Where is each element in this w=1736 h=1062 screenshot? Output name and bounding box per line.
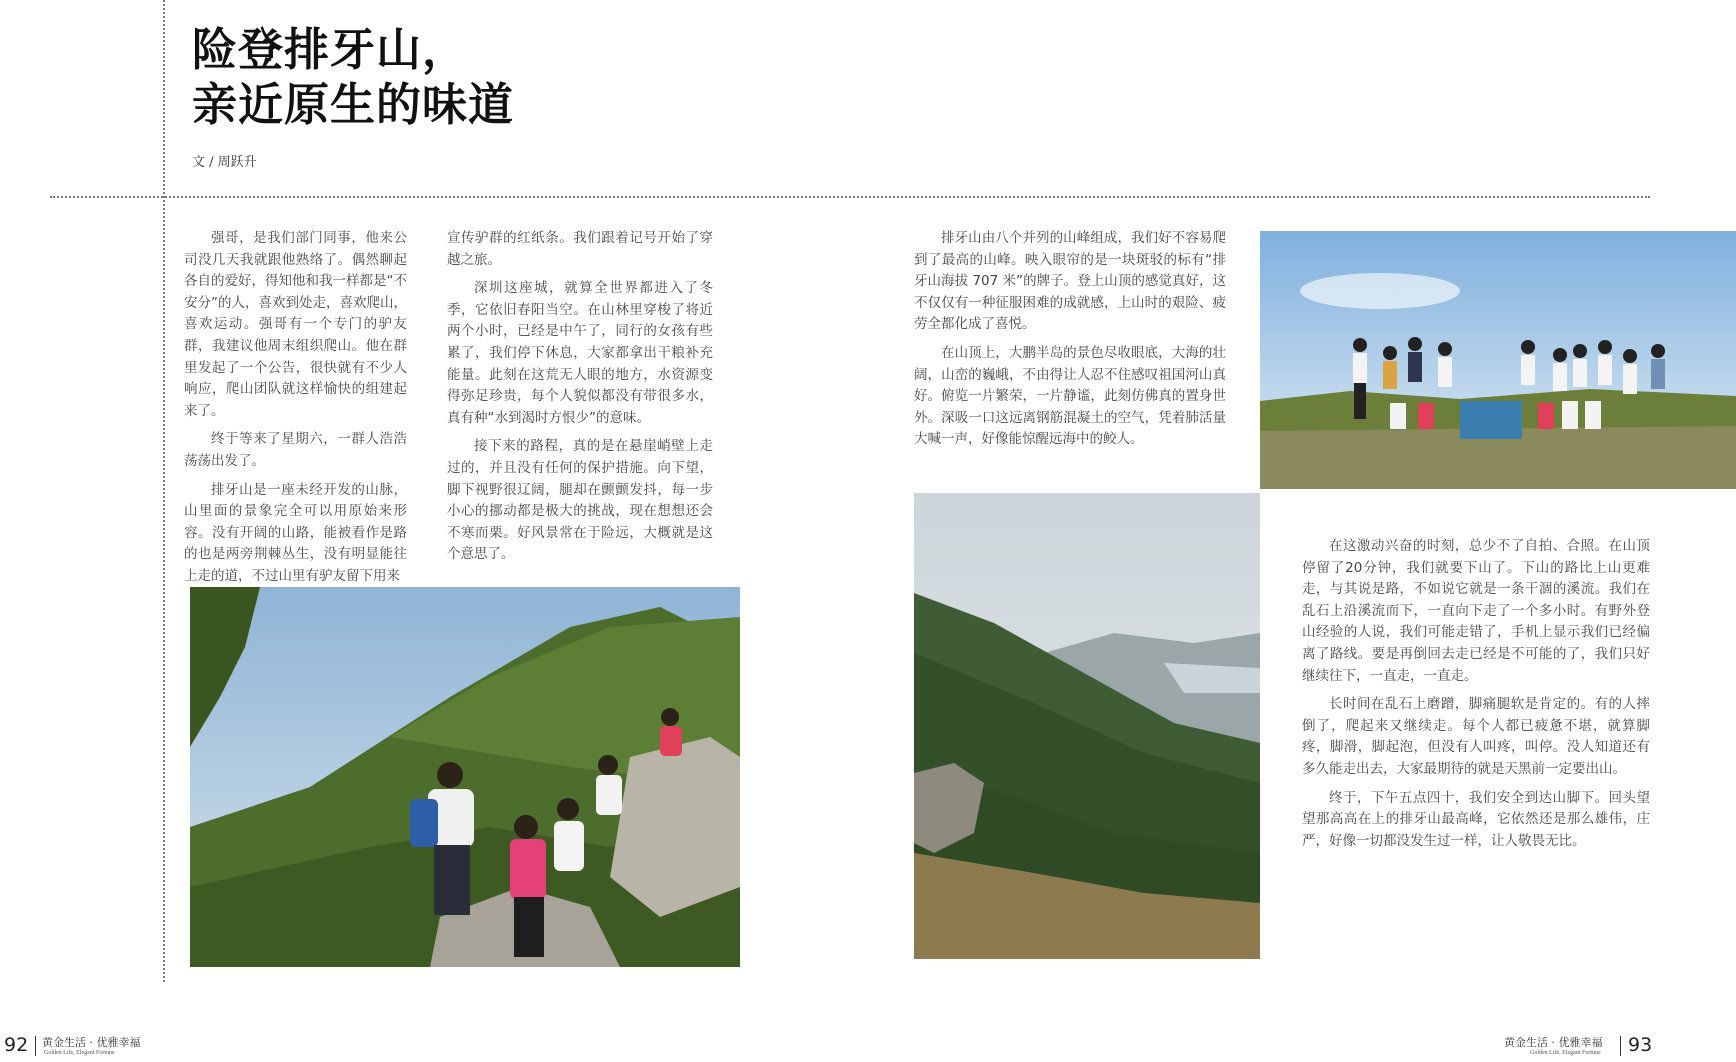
text-column-4 (1302, 536, 1650, 859)
mountain-valley-photo (914, 493, 1260, 959)
paragraph: 终于，下午五点四十，我们安全到达山脚下。回头望望那高高在上的排牙山最高峰，它依然还是那么雄伟，庄严，好像一切都没发生过一样，让人敬畏无比。 (1302, 789, 1650, 849)
title-line-1: 险登排牙山， (192, 23, 469, 76)
byline: 文 / 周跃升 (192, 155, 257, 170)
footer-separator-left (35, 1036, 36, 1056)
page-number-right: 93 (1628, 1034, 1653, 1056)
paragraph: 强哥，是我们部门同事，他来公司没几天我就跟他熟络了。偶然聊起各自的爱好，得知他和我一样都是“不安分”的人，喜欢到处走，喜欢爬山，喜欢运动。强哥有一个专门的驴友群，我建议他周末组织爬山。他在群里发起了一个公告，很快就有不少人响应，爬山团队就这样愉快的组建起来了。 (184, 230, 407, 419)
brand-tagline-en-right: Golden Life, Elegant Fortune (1530, 1050, 1601, 1056)
page-number-left: 92 (4, 1034, 29, 1056)
footer-separator-right (1620, 1036, 1621, 1056)
horizontal-dotted-rule (50, 196, 1650, 198)
summit-group-photo (1260, 231, 1736, 489)
text-column-3 (914, 228, 1226, 458)
brand-tagline-en-left: Golden Life, Elegant Fortune (44, 1050, 115, 1056)
paragraph: 终于等来了星期六，一群人浩浩荡荡出发了。 (184, 431, 407, 469)
paragraph: 接下来的路程，真的是在悬崖峭壁上走过的，并且没有任何的保护措施。向下望，脚下视野很辽阔，腿却在颤颤发抖，每一步小心的挪动都是极大的挑战，现在想想还会不寒而栗。好风景常在于险远，大概就是这个意思了。 (447, 438, 713, 563)
title-line-2: 亲近原生的味道 (192, 78, 515, 131)
brand-tagline-left: 黄金生活 · 优雅幸福 (42, 1036, 141, 1049)
cliff-group-photo (190, 587, 740, 967)
vertical-dotted-rule (163, 0, 165, 982)
text-column-2 (447, 228, 713, 573)
paragraph: 在这激动兴奋的时刻，总少不了自拍、合照。在山顶停留了20分钟，我们就要下山了。下山的路比上山更难走，与其说是路，不如说它就是一条干涸的溪流。我们在乱石上沿溪流而下，一直向下走了一个多小时。有野外登山经验的人说，我们可能走错了，手机上显示我们已经偏离了路线。要是再倒回去走已经是不可能的了，我们只好继续往下，一直走，一直走。 (1302, 538, 1650, 684)
text-column-1 (184, 228, 407, 595)
paragraph: 排牙山是一座未经开发的山脉，山里面的景象完全可以用原始来形容。没有开阔的山路，能被看作是路的也是两旁荆棘丛生，没有明显能往上走的道，不过山里有驴友留下用来 (184, 481, 407, 584)
paragraph: 在山顶上，大鹏半岛的景色尽收眼底，大海的壮阔，山峦的巍峨，不由得让人忍不住感叹祖国河山真好。俯览一片繁荣，一片静谧，此刻仿佛真的置身世外。深吸一口这远离钢筋混凝土的空气，凭着肺活量大喊一声，好像能惊醒远海中的鲛人。 (914, 344, 1226, 448)
paragraph: 长时间在乱石上磨蹭，脚痛腿软是肯定的。有的人摔倒了，爬起来又继续走。每个人都已疲惫不堪，就算脚疼，脚滑，脚起泡，但没有人叫疼，叫停。没人知道还有多久能走出去，大家最期待的就是天黑前一定要出山。 (1302, 696, 1650, 777)
paragraph: 排牙山由八个并列的山峰组成，我们好不容易爬到了最高的山峰。映入眼帘的是一块斑驳的标有“排牙山海拔 707 米”的牌子。登上山顶的感觉真好，这不仅仅有一种征服困难的成就感，上山时的艰险、疲劳全都化成了喜悦。 (914, 230, 1226, 333)
paragraph: 深圳这座城，就算全世界都进入了冬季，它依旧春阳当空。在山林里穿梭了将近两个小时，已经是中午了，同行的女孩有些累了，我们停下休息，大家都拿出干粮补充能量。此刻在这荒无人眼的地方，水资源变得弥足珍贵，每个人貌似都没有带很多水，真有种“水到渴时方恨少”的意味。 (447, 280, 713, 426)
paragraph: 宣传驴群的红纸条。我们跟着记号开始了穿越之旅。 (447, 230, 713, 268)
brand-tagline-right: 黄金生活 · 优雅幸福 (1504, 1036, 1603, 1049)
article-title (192, 22, 514, 132)
